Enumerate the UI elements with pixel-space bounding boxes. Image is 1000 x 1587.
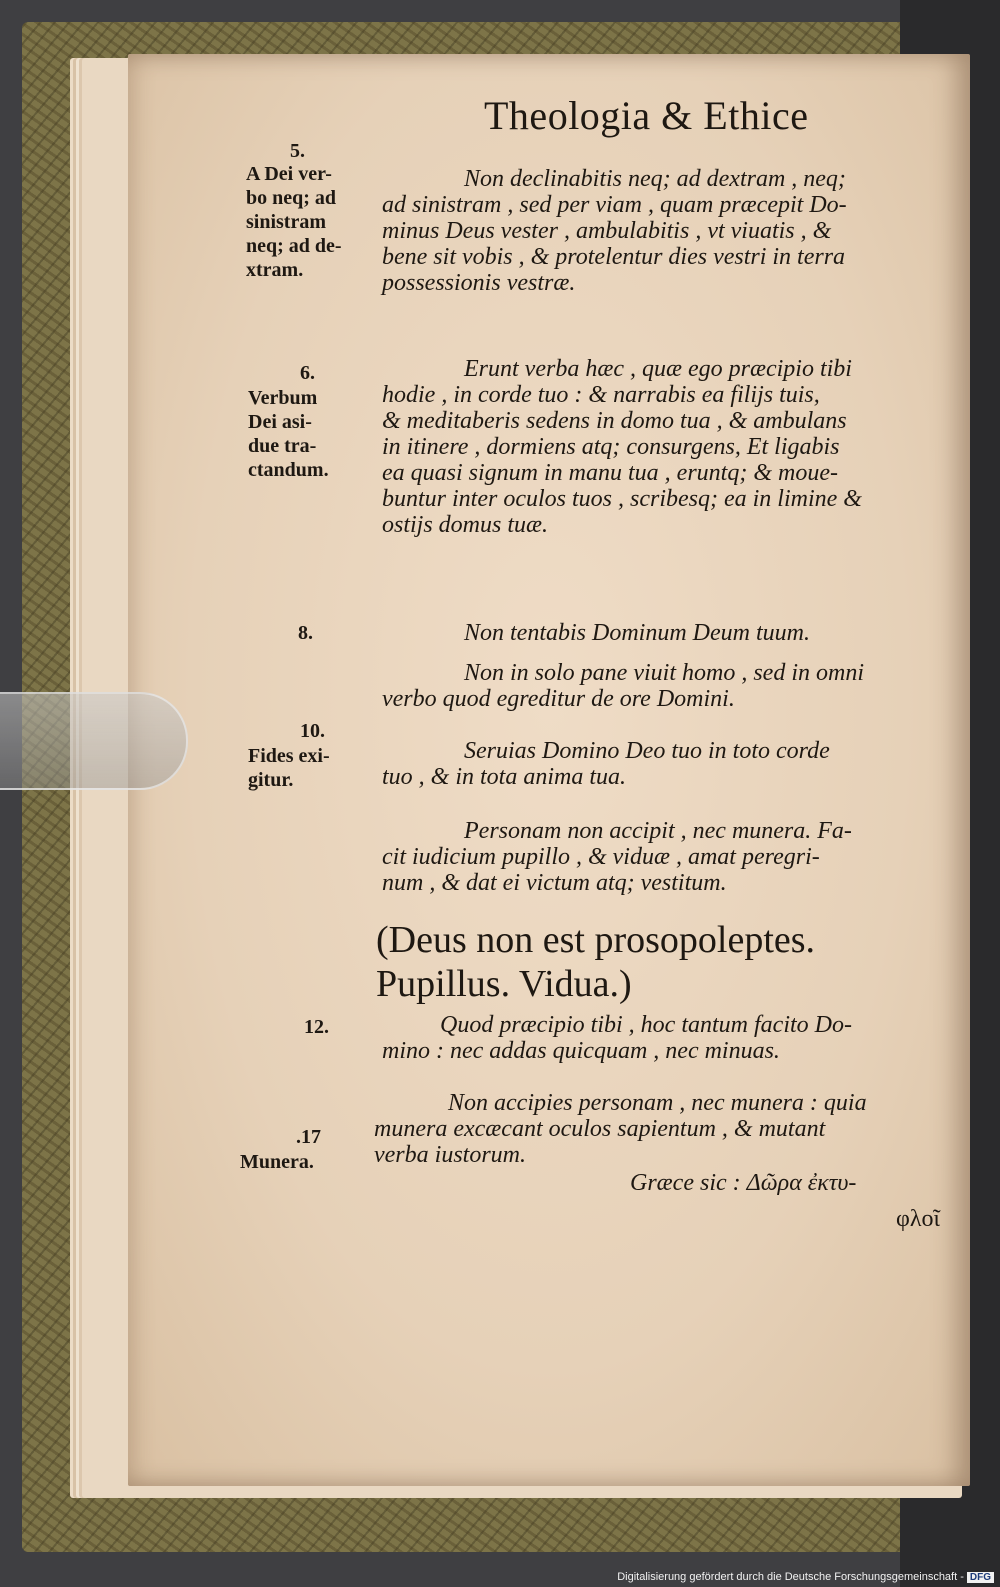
margin-note-line: bo neq; ad xyxy=(246,187,337,209)
paragraph-6 xyxy=(382,818,934,896)
margin-note-line: ctandum. xyxy=(248,459,329,481)
margin-note-3 xyxy=(248,744,330,792)
paragraph-3 xyxy=(382,620,934,646)
text-line: Non accipies personam , nec munera : quia xyxy=(448,1090,867,1116)
text-line: Seruias Domino Deo tuo in toto corde xyxy=(464,738,830,764)
text-line: mino : nec addas quicquam , nec minuas. xyxy=(382,1038,780,1064)
margin-note-line: A Dei ver- xyxy=(246,163,332,185)
dfg-logo: DFG xyxy=(967,1572,994,1583)
margin-note-line: due tra- xyxy=(248,435,317,457)
text-line: ostijs domus tuæ. xyxy=(382,512,549,538)
margin-note-line: neq; ad de- xyxy=(246,235,342,257)
text-line: verbo quod egreditur de ore Domini. xyxy=(382,686,735,712)
text-line: cit iudicium pupillo , & viduæ , amat peregri- xyxy=(382,844,820,870)
margin-note-line: xtram. xyxy=(246,259,304,281)
margin-note-4: Munera. xyxy=(240,1151,314,1173)
margin-note-line: Fides exi- xyxy=(248,745,330,767)
text-line: minus Deus vester , ambulabitis , vt viuatis , & xyxy=(382,218,832,244)
margin-note-line: gitur. xyxy=(248,769,294,791)
text-line: ad sinistram , sed per viam , quam præcepit Do- xyxy=(382,192,847,218)
margin-note-line: sinistram xyxy=(246,211,326,233)
verse-number-6: 6. xyxy=(300,362,315,384)
insert-line: Pupillus. Vidua.) xyxy=(376,963,632,1005)
greek-quote xyxy=(630,1170,940,1232)
margin-note-line: Verbum xyxy=(248,387,318,409)
text-line: in itinere , dormiens atq; consurgens, Et ligabis xyxy=(382,434,840,460)
digitization-credit xyxy=(617,1571,994,1583)
verse-number-10: 10. xyxy=(300,720,325,742)
text-line: num , & dat ei victum atq; vestitum. xyxy=(382,870,727,896)
text-line: hodie , in corde tuo : & narrabis ea filijs tuis, xyxy=(382,382,820,408)
insert-line: (Deus non est prosopoleptes. xyxy=(376,919,816,961)
credit-text: Digitalisierung gefördert durch die Deutsche Forschungsgemeinschaft - xyxy=(617,1571,964,1583)
verse-number-17: .17 xyxy=(296,1126,321,1148)
text-line: ea quasi signum in manu tua , eruntq; & moue- xyxy=(382,460,838,486)
text-line: bene sit vobis , & protelentur dies vestri in terra xyxy=(382,244,846,270)
text-line: & meditaberis sedens in domo tua , & ambulans xyxy=(382,408,847,434)
verse-number-8: 8. xyxy=(298,622,313,644)
paragraph-9 xyxy=(374,1090,934,1168)
text-line: Non in solo pane viuit homo , sed in omni xyxy=(464,660,864,686)
text-line: Personam non accipit , nec munera. Fa- xyxy=(464,818,852,844)
text-line: possessionis vestræ. xyxy=(382,270,576,296)
paragraph-1 xyxy=(382,166,934,296)
running-header: Theologia & Ethice xyxy=(484,93,809,138)
paragraph-2 xyxy=(382,356,934,538)
paragraph-4 xyxy=(382,660,934,712)
text-line: tuo , & in tota anima tua. xyxy=(382,764,627,790)
margin-note-line: Dei asi- xyxy=(248,411,312,433)
text-line: φλοῖ xyxy=(896,1206,940,1232)
text-line: munera excæcant oculos sapientum , & mutant xyxy=(374,1116,826,1142)
text-line: Quod præcipio tibi , hoc tantum facito Do- xyxy=(440,1012,852,1038)
paragraph-8 xyxy=(382,1012,934,1064)
text-line: Non declinabitis neq; ad dextram , neq; xyxy=(464,166,846,192)
margin-note-1 xyxy=(246,162,342,282)
paragraph-5 xyxy=(382,738,934,790)
text-line: Græce sic : Δῶρα ἐκτυ- xyxy=(630,1170,857,1196)
text-line: buntur inter oculos tuos , scribesq; ea in limine & xyxy=(382,486,862,512)
text-line: Erunt verba hæc , quæ ego præcipio tibi xyxy=(464,356,852,382)
text-line: Non tentabis Dominum Deum tuum. xyxy=(464,620,810,646)
text-line: verba iustorum. xyxy=(374,1142,526,1168)
bookmark-clip xyxy=(0,692,188,790)
margin-note-2 xyxy=(248,386,329,482)
verse-number-5: 5. xyxy=(290,140,305,162)
verse-number-12: 12. xyxy=(304,1016,329,1038)
handwritten-insert xyxy=(376,918,815,1006)
